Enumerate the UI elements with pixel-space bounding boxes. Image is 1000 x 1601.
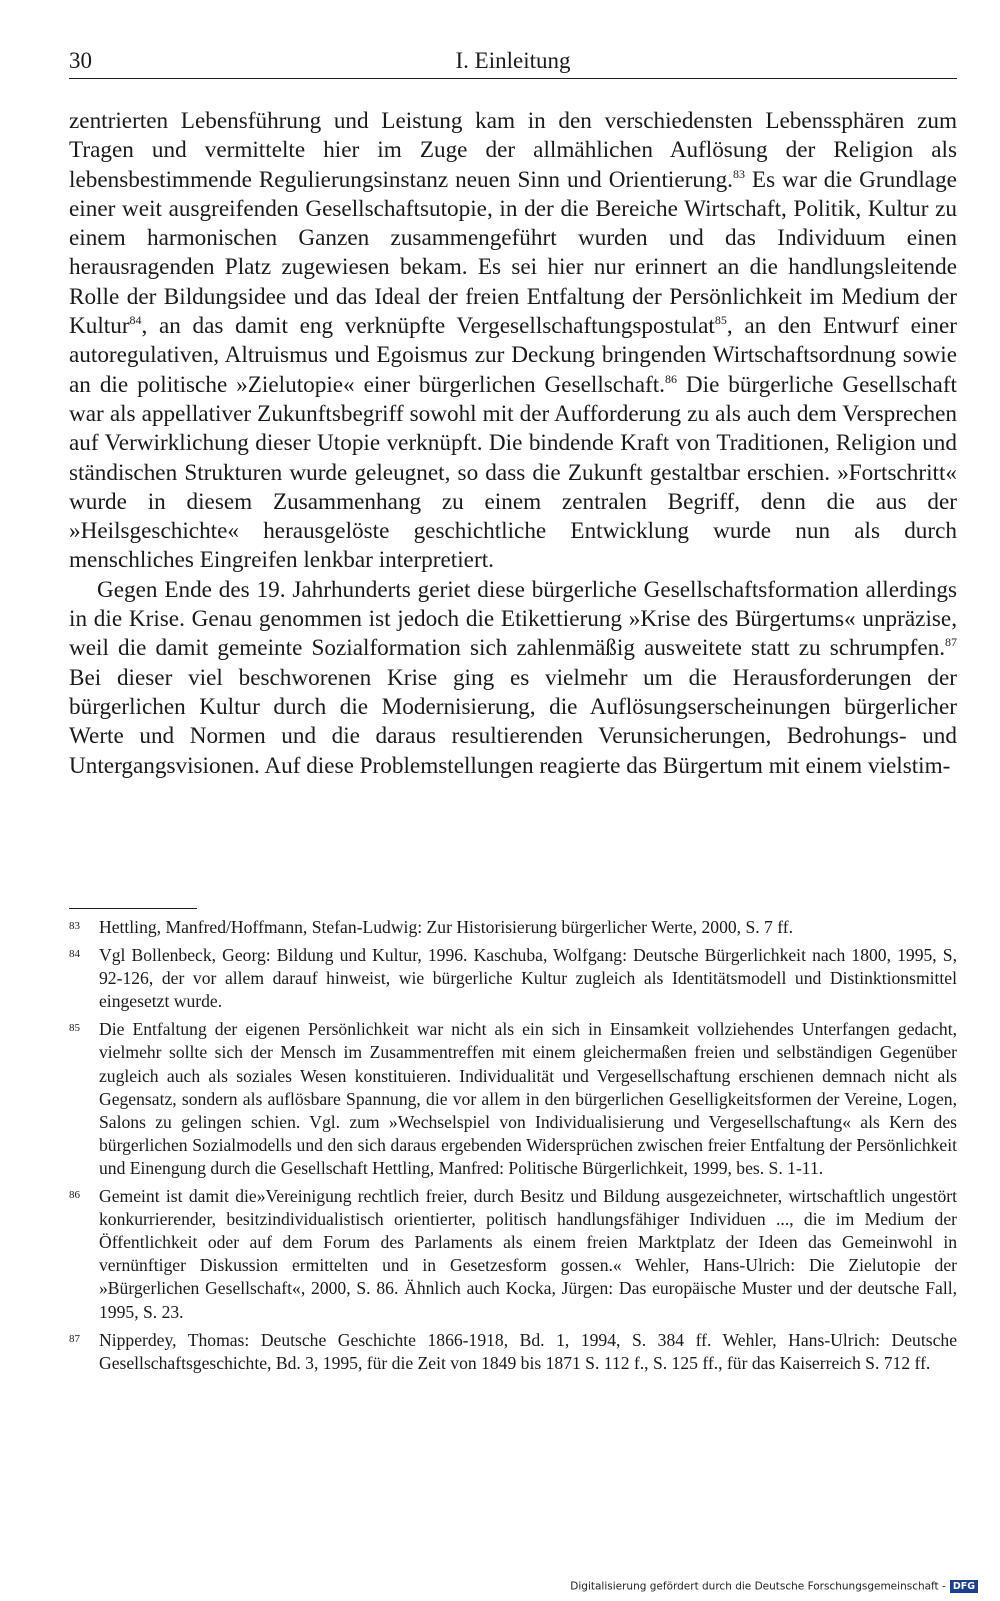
text-segment: , an den Entwurf einer autoregulativen, Altruismus und Egoismus zur Deckung bringenden Wirtschaftsordnung sowie an die politische »Zielutopie« einer bürgerlichen Gesellschaft. bbox=[69, 313, 957, 398]
text-segment: zentrierten Lebensführung und Leistung kam in den verschiedensten Lebenssphären zum Tragen und vermittelte hier im Zuge der allmählichen Auflösung der Religion als lebensbestimmende Regulierungsinstanz neuen Sinn und Orientierung. bbox=[69, 108, 957, 193]
footnote-86 bbox=[69, 1185, 957, 1324]
digitization-credit bbox=[570, 1580, 978, 1593]
chapter-title: I. Einleitung bbox=[455, 48, 571, 73]
footnote-ref-85[interactable]: 85 bbox=[714, 313, 727, 328]
page-number: 30 bbox=[69, 48, 92, 73]
book-page bbox=[69, 0, 957, 1601]
running-head bbox=[69, 44, 957, 79]
text-segment: Es war die Grundlage einer weit ausgreifenden Gesellschaftsutopie, in der die Bereiche Wirtschaft, Politik, Kultur zu einem harmonischen Ganzen zusammengeführt wurden und das Individuum einen herausragenden Platz zugewiesen bekam. Es sei hier nur erinnert an die handlungsleitende Rolle der Bildungsidee und das Ideal der freien Entfaltung der Persönlichkeit im Medium der Kultur bbox=[69, 166, 957, 340]
footnote-84 bbox=[69, 944, 957, 1013]
footnote-divider bbox=[69, 908, 197, 909]
footnote-ref-84[interactable]: 84 bbox=[129, 313, 142, 328]
footnotes bbox=[69, 916, 957, 1380]
footnote-85 bbox=[69, 1018, 957, 1180]
footnote-number: 84 bbox=[69, 948, 80, 961]
text-segment: , an das damit eng verknüpfte Vergesellschaftungspostulat bbox=[141, 313, 715, 340]
paragraph-1 bbox=[69, 107, 957, 576]
credit-text: Digitalisierung gefördert durch die Deutsche Forschungsgemeinschaft - bbox=[570, 1580, 946, 1593]
footnote-number: 85 bbox=[69, 1022, 80, 1035]
footnote-ref-86[interactable]: 86 bbox=[664, 371, 677, 386]
text-segment: Gegen Ende des 19. Jahrhunderts geriet diese bürgerliche Gesellschaftsformation allerdings in die Krise. Genau genommen ist jedoch die Etikettierung »Krise des Bürgertums« unpräzise, weil die damit gemeinte Sozialformation sich zahlenmäßig ausweitete statt zu schrumpfen. bbox=[69, 576, 957, 662]
footnote-number: 83 bbox=[69, 920, 80, 932]
footnote-83 bbox=[69, 916, 957, 939]
body-text bbox=[69, 107, 957, 781]
footnote-text: Gemeint ist damit die»Vereinigung rechtlich freier, durch Besitz und Bildung ausgezeichneter, wirtschaftlich ungestört konkurrierender, besitzindividualistisch orientierter, politisch handlungsfähiger Individuen ..., die im Medium der Öffentlichkeit oder auf dem Forum des Parlaments als einem freien Marktplatz der Ideen das Gemeinwohl in vernünftiger Diskussion ermittelten und in Gesetzesform gossen.« Wehler, Hans-Ulrich: Die Zielutopie der »Bürgerlichen Gesellschaft«, 2000, S. 86. Ähnlich auch Kocka, Jürgen: Das europäische Muster und der deutsche Fall, 1995, S. 23. bbox=[99, 1186, 957, 1322]
footnote-text: Vgl Bollenbeck, Georg: Bildung und Kultur, 1996. Kaschuba, Wolfgang: Deutsche Bürgerlichkeit nach 1800, 1995, S, 92-126, der vor allem darauf hinweist, wie bürgerliche Kultur zugleich als Identitätsmodell und Distinktionsmittel eingesetzt wurde. bbox=[99, 945, 957, 1012]
footnote-ref-87[interactable]: 87 bbox=[945, 635, 957, 650]
dfg-logo: DFG bbox=[950, 1580, 978, 1593]
text-segment: Bei dieser viel beschworenen Krise ging es vielmehr um die Herausforderungen der bürgerlichen Kultur durch die Modernisierung, die Auflösungserscheinungen bürgerlicher Werte und Normen und die daraus resultierenden Verunsicherungen, Bedrohungs- und Untergangsvisionen. Auf diese Problemstellungen reagierte das Bürgertum mit einem vielstim- bbox=[69, 664, 957, 779]
footnote-ref-83[interactable]: 83 bbox=[732, 166, 745, 181]
footnote-text: Hettling, Manfred/Hoffmann, Stefan-Ludwig: Zur Historisierung bürgerlicher Werte, 2000, S. 7 ff. bbox=[99, 917, 794, 937]
footnote-number: 87 bbox=[69, 1332, 80, 1345]
footnote-text: Nipperdey, Thomas: Deutsche Geschichte 1866-1918, Bd. 1, 1994, S. 384 ff. Wehler, Hans-Ulrich: Deutsche Gesellschaftsgeschichte, Bd. 3, 1995, für die Zeit von 1849 bis 1871 S. 112 f., S. 125 ff., für das Kaiserreich S. 712 ff. bbox=[99, 1329, 957, 1373]
paragraph-2 bbox=[69, 576, 957, 781]
footnote-text: Die Entfaltung der eigenen Persönlichkeit war nicht als ein sich in Einsamkeit vollziehendes Unterfangen gedacht, vielmehr sollte sich der Mensch im Zusammentreffen mit einem gleichermaßen freien und selbständigen Gegenüber zugleich auch als soziales Wesen konstituieren. Individualität und Vergesellschaftung erschienen demnach nicht als Gegensatz, sondern als auflösbare Spannung, die vor allem in den bürgerlichen Geselligkeitsformen der Vereine, Logen, Salons zu gelingen schien. Vgl. zum »Wechselspiel von Individualisierung und Vergesellschaftung« als Kern des bürgerlichen Sozialmodells und den sich daraus ergebenden Widersprüchen zwischen freier Entfaltung der Persönlichkeit und Einengung durch die Gesellschaft Hettling, Manfred: Politische Bürgerlichkeit, 1999, bes. S. 1-11. bbox=[99, 1019, 957, 1178]
text-segment: Die bürgerliche Gesellschaft war als appellativer Zukunftsbegriff sowohl mit der Aufforderung zu als auch dem Versprechen auf Verwirklichung dieser Utopie verknüpft. Die bindende Kraft von Traditionen, Religion und ständischen Strukturen wurde geleugnet, so dass die Zukunft gestaltbar erschien. »Fortschritt« wurde in diesem Zusammenhang zu einem zentralen Begriff, denn die aus der »Heilsgeschichte« herausgelöste geschichtliche Entwicklung wurde nun als durch menschliches Eingreifen lenkbar interpretiert. bbox=[69, 371, 957, 574]
footnote-number: 86 bbox=[69, 1189, 80, 1202]
footnote-87 bbox=[69, 1329, 957, 1375]
